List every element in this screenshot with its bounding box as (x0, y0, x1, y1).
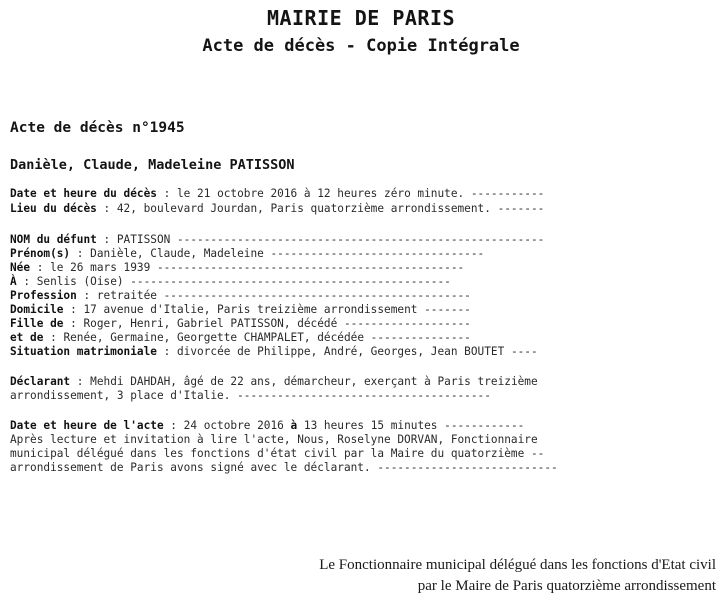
death-place-line (10, 202, 544, 216)
domicile-label: Domicile (10, 303, 64, 316)
act-date-value: : 24 octobre 2016 (163, 419, 291, 432)
birth-date-label: Née (10, 261, 31, 274)
death-date-label: Date et heure du décès (10, 187, 157, 200)
declarant-line-2: arrondissement, 3 place d'Italie. -------------------------------------- (10, 389, 491, 402)
act-text-line-2: Après lecture et invitation à lire l'acte, Nous, Roselyne DORVAN, Fonctionnaire (10, 433, 538, 446)
act-number: Acte de décès n°1945 (10, 120, 185, 136)
marital-status-label: Situation matrimoniale (10, 345, 157, 358)
signature-line-2: par le Maire de Paris quatorzième arrondissement (417, 578, 716, 594)
mother-value: : Renée, Germaine, Georgette CHAMPALET, décédée --------------- (43, 331, 471, 344)
profession-line (10, 289, 471, 303)
deceased-full-name: Danièle, Claude, Madeleine PATISSON (10, 157, 295, 173)
act-date-label: Date et heure de l'acte (10, 419, 164, 432)
act-date-a: à (290, 419, 298, 432)
profession-label: Profession (10, 289, 77, 302)
act-date-line (10, 419, 524, 433)
father-value: : Roger, Henri, Gabriel PATISSON, décédé ------------------- (63, 317, 471, 330)
birth-place-line (10, 275, 451, 289)
declarant-value: : Mehdi DAHDAH, âgé de 22 ans, démarcheur, exerçant à Paris treizième (70, 375, 538, 388)
document-title: MAIRIE DE PARIS (266, 6, 456, 30)
profession-value: : retraitée ---------------------------------------------- (76, 289, 471, 302)
death-place-value: : 42, boulevard Jourdan, Paris quatorzième arrondissement. ------- (96, 202, 545, 215)
death-date-value: : le 21 octobre 2016 à 12 heures zéro minute. ----------- (156, 187, 545, 200)
first-names-value: : Danièle, Claude, Madeleine -------------------------------- (70, 247, 485, 260)
act-text-line-4: arrondissement de Paris avons signé avec le déclarant. --------------------------- (10, 461, 558, 474)
death-date-line (10, 187, 544, 201)
act-date-time: 13 heures 15 minutes ------------ (297, 419, 525, 432)
domicile-value: : 17 avenue d'Italie, Paris treizième arrondissement ------- (63, 303, 471, 316)
declarant-line (10, 375, 538, 389)
signature-line-1: Le Fonctionnaire municipal délégué dans les fonctions d'Etat civil (319, 557, 716, 573)
domicile-line (10, 303, 471, 317)
first-names-label: Prénom(s) (10, 247, 71, 260)
deceased-name-value: : PATISSON ------------------------------------------------------- (96, 233, 545, 246)
first-names-line (10, 247, 484, 261)
father-label: Fille de (10, 317, 64, 330)
mother-label: et de (10, 331, 44, 344)
document-subtitle: Acte de décès - Copie Intégrale (202, 36, 520, 56)
birth-place-value: : Senlis (Oise) ------------------------------------------------ (16, 275, 451, 288)
death-place-label: Lieu du décès (10, 202, 97, 215)
deceased-name-label: NOM du défunt (10, 233, 97, 246)
act-text-line-3: municipal délégué dans les fonctions d'état civil par la Maire du quatorzième -- (10, 447, 545, 460)
birth-date-value: : le 26 mars 1939 ---------------------------------------------- (30, 261, 465, 274)
deceased-name-line (10, 233, 544, 247)
declarant-label: Déclarant (10, 375, 71, 388)
marital-status-line (10, 345, 538, 359)
birth-date-line (10, 261, 464, 275)
birth-place-label: À (10, 275, 17, 288)
mother-line (10, 331, 471, 345)
marital-status-value: : divorcée de Philippe, André, Georges, Jean BOUTET ---- (156, 345, 538, 358)
father-line (10, 317, 471, 331)
